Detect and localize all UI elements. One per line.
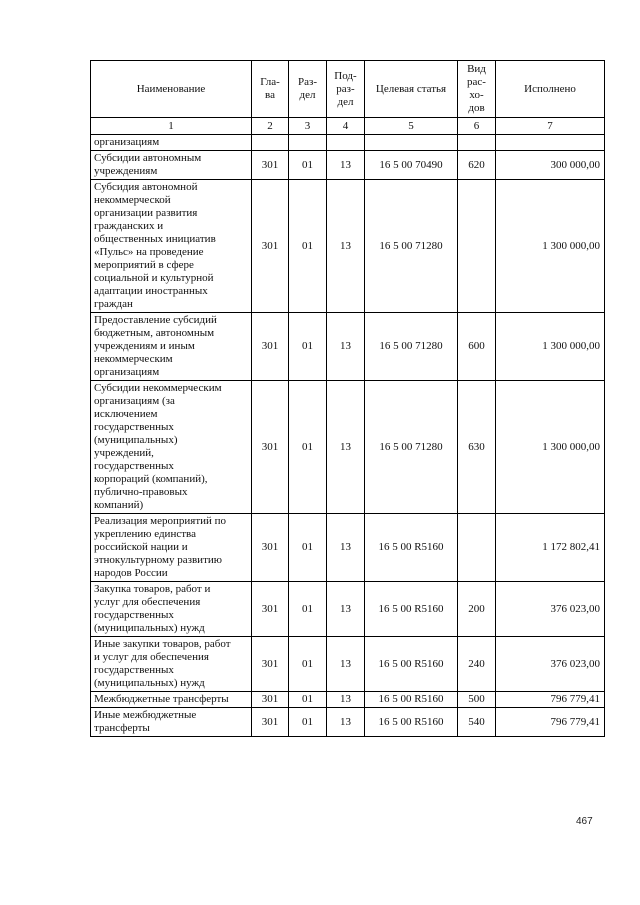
row-podrazdel-cell: 13 <box>327 637 365 692</box>
row-article-cell: 16 5 00 R5160 <box>365 637 458 692</box>
row-name-cell: Иные межбюджетные трансферты <box>91 708 252 737</box>
row-name-cell: Субсидии автономным учреждениям <box>91 151 252 180</box>
row-amount-cell: 1 300 000,00 <box>496 313 605 381</box>
row-razdel-cell: 01 <box>289 180 327 313</box>
row-vid-cell <box>458 514 496 582</box>
budget-table <box>90 60 605 737</box>
row-glava-cell: 301 <box>252 151 289 180</box>
row-article-cell: 16 5 00 71280 <box>365 180 458 313</box>
row-article-cell: 16 5 00 R5160 <box>365 514 458 582</box>
row-amount-cell: 796 779,41 <box>496 692 605 708</box>
row-podrazdel-cell: 13 <box>327 514 365 582</box>
row-razdel-cell <box>289 135 327 151</box>
row-glava-cell <box>252 135 289 151</box>
row-amount-cell: 300 000,00 <box>496 151 605 180</box>
table-row <box>91 381 605 514</box>
row-podrazdel-cell: 13 <box>327 381 365 514</box>
row-glava-cell: 301 <box>252 381 289 514</box>
row-article-cell: 16 5 00 70490 <box>365 151 458 180</box>
row-vid-cell: 500 <box>458 692 496 708</box>
row-podrazdel-cell: 13 <box>327 313 365 381</box>
row-podrazdel-cell: 13 <box>327 708 365 737</box>
index-cell: 7 <box>496 118 605 135</box>
row-glava-cell: 301 <box>252 514 289 582</box>
row-article-cell: 16 5 00 71280 <box>365 313 458 381</box>
row-vid-cell: 540 <box>458 708 496 737</box>
row-vid-cell: 240 <box>458 637 496 692</box>
row-podrazdel-cell: 13 <box>327 692 365 708</box>
index-cell: 1 <box>91 118 252 135</box>
row-glava-cell: 301 <box>252 582 289 637</box>
index-cell: 2 <box>252 118 289 135</box>
row-glava-cell: 301 <box>252 313 289 381</box>
row-name-cell: Закупка товаров, работ и услуг для обеспечения государственных (муниципальных) нужд <box>91 582 252 637</box>
row-article-cell: 16 5 00 R5160 <box>365 708 458 737</box>
table-row <box>91 135 605 151</box>
row-razdel-cell: 01 <box>289 381 327 514</box>
row-amount-cell: 376 023,00 <box>496 637 605 692</box>
table-row <box>91 582 605 637</box>
header-name: Наименование <box>91 61 252 118</box>
row-vid-cell: 630 <box>458 381 496 514</box>
row-vid-cell: 620 <box>458 151 496 180</box>
row-article-cell: 16 5 00 R5160 <box>365 582 458 637</box>
header-row <box>91 61 605 118</box>
table-row <box>91 708 605 737</box>
column-index-row <box>91 118 605 135</box>
row-podrazdel-cell: 13 <box>327 180 365 313</box>
row-razdel-cell: 01 <box>289 692 327 708</box>
row-name-cell: Субсидии некоммерческим организациям (за исключением государственных (муниципальных) учреждений, государственных корпораций (компаний), публично-правовых компаний) <box>91 381 252 514</box>
header-podrazdel: Под- раз- дел <box>327 61 365 118</box>
row-razdel-cell: 01 <box>289 151 327 180</box>
row-vid-cell <box>458 180 496 313</box>
row-glava-cell: 301 <box>252 180 289 313</box>
header-done: Исполнено <box>496 61 605 118</box>
row-razdel-cell: 01 <box>289 582 327 637</box>
table-row <box>91 637 605 692</box>
row-vid-cell: 200 <box>458 582 496 637</box>
row-razdel-cell: 01 <box>289 637 327 692</box>
row-podrazdel-cell <box>327 135 365 151</box>
row-vid-cell: 600 <box>458 313 496 381</box>
table-row <box>91 151 605 180</box>
row-name-cell: организациям <box>91 135 252 151</box>
table-row <box>91 514 605 582</box>
row-amount-cell: 796 779,41 <box>496 708 605 737</box>
index-cell: 3 <box>289 118 327 135</box>
row-glava-cell: 301 <box>252 637 289 692</box>
table-row <box>91 692 605 708</box>
row-razdel-cell: 01 <box>289 708 327 737</box>
index-cell: 5 <box>365 118 458 135</box>
row-name-cell: Реализация мероприятий по укреплению единства российской нации и этнокультурному развитию народов России <box>91 514 252 582</box>
header-article: Целевая статья <box>365 61 458 118</box>
header-razdel: Раз- дел <box>289 61 327 118</box>
row-amount-cell <box>496 135 605 151</box>
row-name-cell: Межбюджетные трансферты <box>91 692 252 708</box>
page-number: 467 <box>576 816 593 827</box>
row-amount-cell: 1 300 000,00 <box>496 381 605 514</box>
row-podrazdel-cell: 13 <box>327 582 365 637</box>
row-razdel-cell: 01 <box>289 313 327 381</box>
row-article-cell: 16 5 00 71280 <box>365 381 458 514</box>
header-vid: Вид рас- хо- дов <box>458 61 496 118</box>
table-row <box>91 180 605 313</box>
index-cell: 4 <box>327 118 365 135</box>
row-amount-cell: 376 023,00 <box>496 582 605 637</box>
row-glava-cell: 301 <box>252 692 289 708</box>
row-razdel-cell: 01 <box>289 514 327 582</box>
header-glava: Гла- ва <box>252 61 289 118</box>
row-article-cell: 16 5 00 R5160 <box>365 692 458 708</box>
row-name-cell: Предоставление субсидий бюджетным, автономным учреждениям и иным некоммерческим организациям <box>91 313 252 381</box>
row-podrazdel-cell: 13 <box>327 151 365 180</box>
index-cell: 6 <box>458 118 496 135</box>
row-name-cell: Иные закупки товаров, работ и услуг для обеспечения государственных (муниципальных) нужд <box>91 637 252 692</box>
row-vid-cell <box>458 135 496 151</box>
row-article-cell <box>365 135 458 151</box>
table-row <box>91 313 605 381</box>
row-amount-cell: 1 300 000,00 <box>496 180 605 313</box>
row-amount-cell: 1 172 802,41 <box>496 514 605 582</box>
row-glava-cell: 301 <box>252 708 289 737</box>
row-name-cell: Субсидия автономной некоммерческой организации развития гражданских и общественных инициатив «Пульс» на проведение мероприятий в сфере социальной и культурной адаптации иностранных граждан <box>91 180 252 313</box>
